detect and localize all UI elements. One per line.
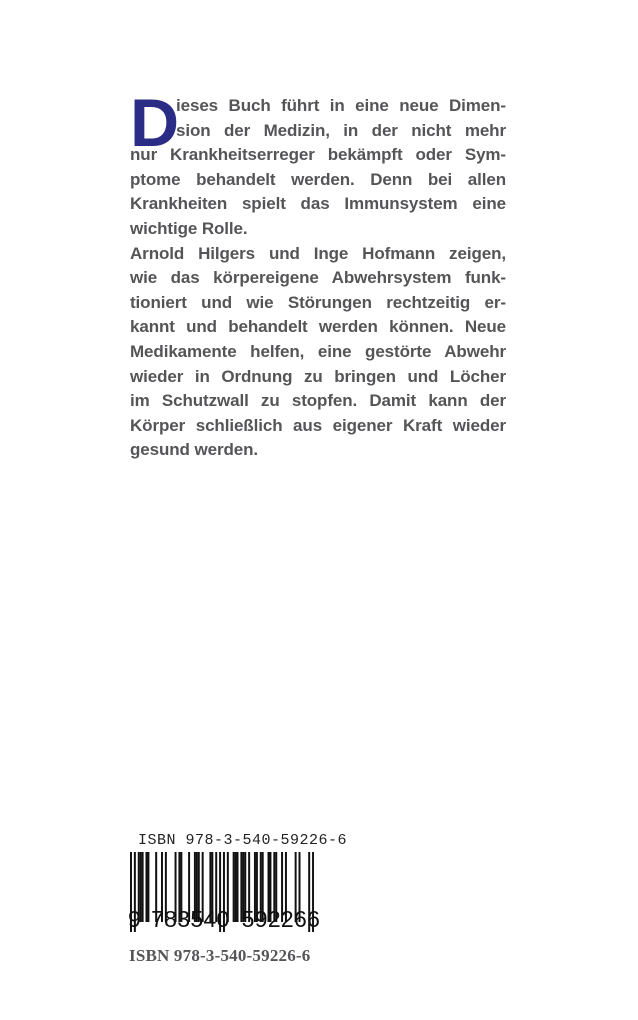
blurb-line: wie das körpereigene Abwehrsystem funk-: [130, 268, 506, 288]
ean-digits: [128, 906, 320, 933]
blurb-line: Arnold Hilgers und Inge Hofmann zeigen,: [130, 243, 506, 263]
blurb-line: im Schutzwall zu stopfen. Damit kann der: [130, 391, 506, 411]
blurb-line: Körper schließlich aus eigener Kraft wieder: [130, 415, 506, 435]
blurb-line: nur Krankheitserreger bekämpft oder Sym-: [130, 145, 506, 165]
barcode-isbn-caption: ISBN 978-3-540-59226-6: [138, 832, 348, 849]
blurb-line: kannt und behandelt werden können. Neue: [130, 317, 506, 337]
blurb-line: wieder in Ordnung zu bringen und Löcher: [130, 366, 506, 386]
blurb-line: ptome behandelt werden. Denn bei allen: [130, 169, 506, 189]
blurb-line: tioniert und wie Störungen rechtzeitig er-: [130, 292, 506, 312]
blurb-line: Medikamente helfen, eine gestörte Abwehr: [130, 341, 506, 361]
ean-left-group: 783540: [151, 906, 230, 932]
isbn-label: ISBN 978-3-540-59226-6: [129, 946, 311, 965]
blurb-text: [130, 85, 506, 463]
ean-right-group: 592266: [241, 906, 321, 932]
blurb-line: Krankheiten spielt das Immunsystem eine: [130, 194, 506, 214]
ean-first-digit: 9: [128, 906, 142, 932]
blurb-line: ieses Buch führt in eine neue Dimen-: [176, 96, 506, 115]
blurb-line: gesund werden.: [130, 440, 259, 460]
blurb-line: wichtige Rolle.: [130, 218, 248, 238]
blurb-line: sion der Medizin, in der nicht mehr: [176, 120, 506, 140]
dropcap-letter: D: [130, 85, 178, 161]
